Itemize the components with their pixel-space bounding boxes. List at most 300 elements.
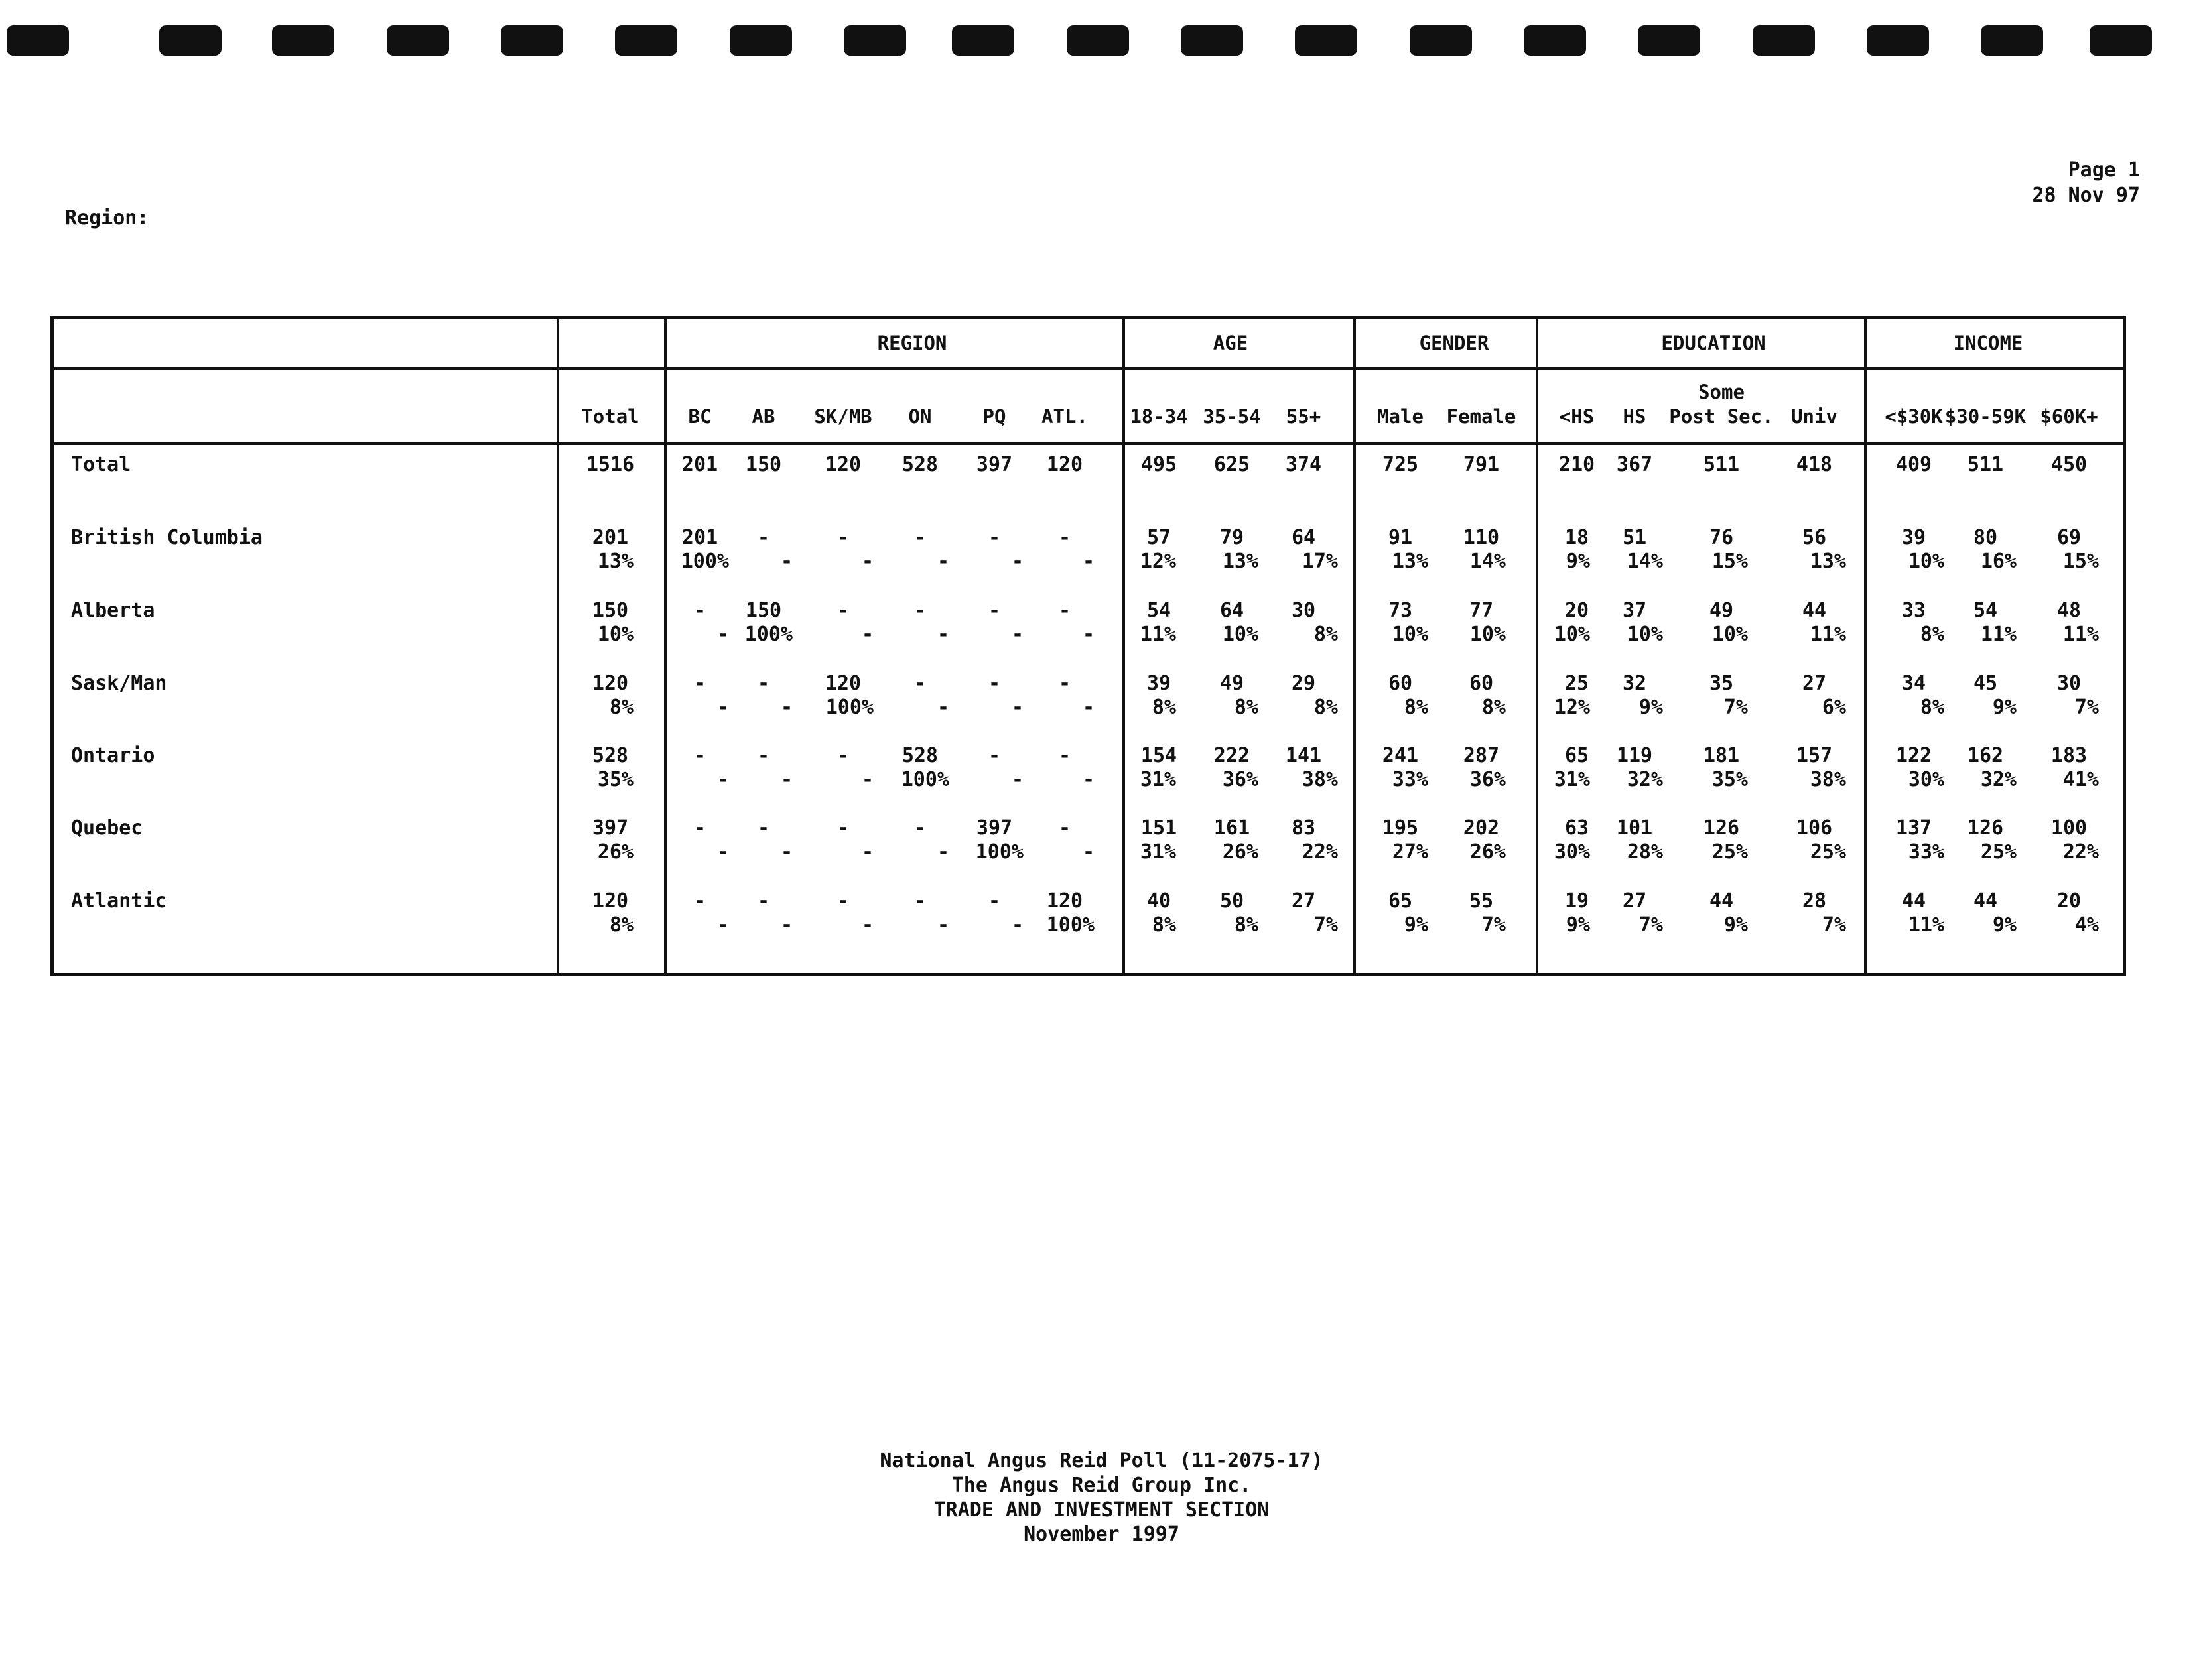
count-cell: -	[988, 744, 1001, 767]
count-cell: -	[693, 599, 706, 622]
percent-cell: 100%	[681, 550, 729, 573]
count-cell: -	[913, 816, 927, 840]
count-cell: 25	[1564, 672, 1589, 695]
count-cell: 51	[1622, 526, 1647, 549]
count-cell: 20	[1564, 599, 1589, 622]
percent-cell: 100%	[1046, 913, 1095, 937]
percent-cell: 7%	[2074, 696, 2099, 719]
binding-hole	[730, 25, 792, 56]
footer-poll-title: National Angus Reid Poll (11-2075-17)	[880, 1449, 1323, 1472]
page-number: Page 1	[2068, 159, 2140, 182]
group-header-gender: GENDER	[1419, 332, 1489, 354]
count-cell: 54	[1973, 599, 1998, 622]
percent-cell: -	[937, 696, 949, 719]
footer-date: November 1997	[1024, 1523, 1179, 1546]
count-cell: -	[988, 672, 1001, 695]
count-cell: 791	[1463, 453, 1500, 476]
group-header-income: INCOME	[1953, 332, 2023, 354]
percent-cell: -	[1082, 840, 1095, 864]
percent-cell: 8%	[1313, 696, 1338, 719]
percent-cell: 26%	[597, 840, 634, 864]
percent-cell: 22%	[2062, 840, 2099, 864]
count-cell: 120	[1046, 453, 1083, 476]
count-cell: 19	[1564, 889, 1589, 913]
count-cell: 161	[1213, 816, 1250, 840]
count-cell: 35	[1709, 672, 1734, 695]
count-cell: 367	[1616, 453, 1653, 476]
percent-cell: -	[1011, 623, 1024, 646]
percent-cell: 100%	[744, 623, 793, 646]
binding-hole	[387, 25, 449, 56]
col-header--30k: <$30K	[1885, 405, 1943, 428]
percent-cell: 28%	[1627, 840, 1663, 864]
count-cell: 49	[1219, 672, 1244, 695]
row-divider	[54, 367, 2123, 370]
percent-cell: 15%	[2062, 550, 2099, 573]
row-label: Atlantic	[71, 889, 167, 913]
count-cell: 397	[592, 816, 629, 840]
count-cell: 64	[1219, 599, 1244, 622]
percent-cell: 9%	[1566, 913, 1590, 937]
percent-cell: -	[937, 913, 949, 937]
count-cell: 18	[1564, 526, 1589, 549]
col-header--60k-: $60K+	[2040, 405, 2098, 428]
count-cell: 511	[1967, 453, 2004, 476]
count-cell: 528	[901, 453, 939, 476]
group-header-age: AGE	[1213, 332, 1248, 354]
count-cell: 56	[1802, 526, 1827, 549]
count-cell: 40	[1146, 889, 1171, 913]
count-cell: -	[1058, 526, 1071, 549]
percent-cell: -	[1011, 550, 1024, 573]
binding-hole	[1981, 25, 2043, 56]
count-cell: 119	[1616, 744, 1653, 767]
percent-cell: 13%	[1810, 550, 1846, 573]
col-header-male: Male	[1377, 405, 1424, 428]
count-cell: 30	[2056, 672, 2082, 695]
count-cell: 450	[2050, 453, 2088, 476]
percent-cell: 8%	[1920, 623, 1944, 646]
count-cell: -	[913, 526, 927, 549]
percent-cell: 35%	[597, 768, 634, 791]
percent-cell: 11%	[2062, 623, 2099, 646]
column-divider	[557, 319, 559, 973]
count-cell: 27	[1291, 889, 1316, 913]
percent-cell: 25%	[1980, 840, 2017, 864]
count-cell: -	[693, 889, 706, 913]
percent-cell: 27%	[1392, 840, 1428, 864]
percent-cell: 10%	[1392, 623, 1428, 646]
count-cell: -	[693, 744, 706, 767]
percent-cell: -	[716, 696, 729, 719]
percent-cell: 10%	[1627, 623, 1663, 646]
percent-cell: 13%	[1392, 550, 1428, 573]
percent-cell: 10%	[1222, 623, 1258, 646]
col-header-univ: Univ	[1791, 405, 1837, 428]
percent-cell: 8%	[609, 913, 634, 937]
count-cell: 60	[1469, 672, 1494, 695]
region-label: Region:	[65, 206, 149, 229]
percent-cell: -	[780, 913, 793, 937]
count-cell: 150	[745, 599, 782, 622]
footer-section: TRADE AND INVESTMENT SECTION	[933, 1498, 1270, 1521]
count-cell: -	[757, 672, 770, 695]
percent-cell: 33%	[1392, 768, 1428, 791]
percent-cell: 8%	[609, 696, 634, 719]
percent-cell: -	[780, 696, 793, 719]
percent-cell: 17%	[1302, 550, 1338, 573]
percent-cell: 11%	[1810, 623, 1846, 646]
percent-cell: 8%	[1404, 696, 1428, 719]
binding-hole	[1753, 25, 1815, 56]
count-cell: 528	[592, 744, 629, 767]
percent-cell: 9%	[1992, 696, 2017, 719]
percent-cell: -	[716, 840, 729, 864]
count-cell: 79	[1219, 526, 1244, 549]
row-divider	[54, 442, 2123, 445]
count-cell: 73	[1388, 599, 1413, 622]
count-cell: -	[913, 889, 927, 913]
count-cell: -	[988, 526, 1001, 549]
count-cell: 120	[592, 889, 629, 913]
count-cell: -	[693, 672, 706, 695]
crosstab-table	[50, 316, 2126, 976]
count-cell: 106	[1796, 816, 1833, 840]
col-header-pq: PQ	[982, 405, 1006, 428]
percent-cell: -	[716, 913, 729, 937]
count-cell: 1516	[586, 453, 635, 476]
percent-cell: -	[780, 550, 793, 573]
column-divider	[1122, 319, 1125, 973]
count-cell: 183	[2050, 744, 2088, 767]
percent-cell: 8%	[1152, 696, 1176, 719]
count-cell: 397	[976, 816, 1013, 840]
binding-hole	[952, 25, 1014, 56]
count-cell: 287	[1463, 744, 1500, 767]
count-cell: 418	[1796, 453, 1833, 476]
count-cell: 60	[1388, 672, 1413, 695]
count-cell: 44	[1709, 889, 1734, 913]
percent-cell: -	[1082, 550, 1095, 573]
percent-cell: 30%	[1908, 768, 1944, 791]
count-cell: -	[757, 816, 770, 840]
percent-cell: 8%	[1234, 913, 1258, 937]
count-cell: -	[1058, 599, 1071, 622]
binding-hole	[1295, 25, 1357, 56]
count-cell: 65	[1388, 889, 1413, 913]
percent-cell: 10%	[1554, 623, 1590, 646]
binding-hole	[844, 25, 906, 56]
percent-cell: -	[716, 623, 729, 646]
row-label: Ontario	[71, 744, 155, 767]
row-label: British Columbia	[71, 526, 263, 549]
count-cell: 34	[1901, 672, 1926, 695]
count-cell: 222	[1213, 744, 1250, 767]
count-cell: 122	[1895, 744, 1932, 767]
count-cell: -	[913, 599, 927, 622]
percent-cell: 100%	[825, 696, 874, 719]
col-header-total: Total	[581, 405, 639, 428]
count-cell: 511	[1703, 453, 1740, 476]
percent-cell: 8%	[1234, 696, 1258, 719]
group-header-education: EDUCATION	[1661, 332, 1766, 354]
col-header-55-: 55+	[1286, 405, 1321, 428]
percent-cell: -	[861, 840, 874, 864]
count-cell: -	[988, 599, 1001, 622]
count-cell: -	[757, 526, 770, 549]
count-cell: 201	[681, 453, 718, 476]
count-cell: 44	[1802, 599, 1827, 622]
count-cell: -	[757, 744, 770, 767]
percent-cell: 7%	[1723, 696, 1748, 719]
count-cell: 162	[1967, 744, 2004, 767]
binding-hole	[1524, 25, 1586, 56]
percent-cell: -	[937, 550, 949, 573]
binding-hole	[1638, 25, 1700, 56]
percent-cell: 38%	[1302, 768, 1338, 791]
percent-cell: 10%	[597, 623, 634, 646]
percent-cell: 8%	[1313, 623, 1338, 646]
count-cell: 201	[681, 526, 718, 549]
count-cell: 495	[1140, 453, 1177, 476]
percent-cell: 11%	[1908, 913, 1944, 937]
percent-cell: 14%	[1627, 550, 1663, 573]
count-cell: 725	[1382, 453, 1419, 476]
count-cell: -	[757, 889, 770, 913]
count-cell: 45	[1973, 672, 1998, 695]
percent-cell: 12%	[1140, 550, 1176, 573]
column-divider	[1536, 319, 1538, 973]
percent-cell: 26%	[1222, 840, 1258, 864]
count-cell: 39	[1146, 672, 1171, 695]
count-cell: 120	[592, 672, 629, 695]
count-cell: 76	[1709, 526, 1734, 549]
percent-cell: 13%	[597, 550, 634, 573]
percent-cell: 26%	[1469, 840, 1506, 864]
count-cell: -	[836, 816, 850, 840]
percent-cell: -	[716, 768, 729, 791]
count-cell: 157	[1796, 744, 1833, 767]
percent-cell: 4%	[2074, 913, 2099, 937]
col-header-atl-: ATL.	[1041, 405, 1088, 428]
count-cell: 27	[1802, 672, 1827, 695]
percent-cell: 30%	[1554, 840, 1590, 864]
page-info	[2032, 158, 2140, 208]
percent-cell: 100%	[975, 840, 1024, 864]
count-cell: 55	[1469, 889, 1494, 913]
percent-cell: 11%	[1980, 623, 2017, 646]
count-cell: 409	[1895, 453, 1932, 476]
percent-cell: 31%	[1140, 840, 1176, 864]
binding-hole	[501, 25, 563, 56]
count-cell: 141	[1285, 744, 1322, 767]
count-cell: 33	[1901, 599, 1926, 622]
percent-cell: 9%	[1992, 913, 2017, 937]
percent-cell: -	[937, 840, 949, 864]
column-divider	[1353, 319, 1356, 973]
count-cell: 120	[825, 453, 862, 476]
percent-cell: -	[861, 623, 874, 646]
count-cell: 27	[1622, 889, 1647, 913]
footer-company: The Angus Reid Group Inc.	[951, 1474, 1252, 1497]
percent-cell: -	[861, 913, 874, 937]
percent-cell: -	[1011, 696, 1024, 719]
count-cell: 32	[1622, 672, 1647, 695]
binding-hole	[1867, 25, 1929, 56]
count-cell: 374	[1285, 453, 1322, 476]
count-cell: 91	[1388, 526, 1413, 549]
percent-cell: 31%	[1140, 768, 1176, 791]
percent-cell: 6%	[1822, 696, 1846, 719]
count-cell: 397	[976, 453, 1013, 476]
binding-holes	[0, 0, 2203, 73]
count-cell: 83	[1291, 816, 1316, 840]
count-cell: 39	[1901, 526, 1926, 549]
percent-cell: 35%	[1711, 768, 1748, 791]
percent-cell: 9%	[1723, 913, 1748, 937]
percent-cell: 8%	[1481, 696, 1506, 719]
percent-cell: -	[1082, 623, 1095, 646]
count-cell: 150	[745, 453, 782, 476]
percent-cell: 11%	[1140, 623, 1176, 646]
percent-cell: -	[1011, 913, 1024, 937]
count-cell: 210	[1558, 453, 1595, 476]
count-cell: -	[1058, 744, 1071, 767]
count-cell: 528	[901, 744, 939, 767]
count-cell: 65	[1564, 744, 1589, 767]
row-label: Total	[71, 453, 131, 476]
percent-cell: 8%	[1920, 696, 1944, 719]
percent-cell: 32%	[1627, 768, 1663, 791]
count-cell: 625	[1213, 453, 1250, 476]
column-divider	[1864, 319, 1867, 973]
binding-hole	[1410, 25, 1472, 56]
count-cell: 154	[1140, 744, 1177, 767]
count-cell: 63	[1564, 816, 1589, 840]
count-cell: 137	[1895, 816, 1932, 840]
percent-cell: -	[780, 768, 793, 791]
count-cell: 50	[1219, 889, 1244, 913]
percent-cell: 32%	[1980, 768, 2017, 791]
percent-cell: 8%	[1152, 913, 1176, 937]
percent-cell: 38%	[1810, 768, 1846, 791]
count-cell: 150	[592, 599, 629, 622]
percent-cell: 36%	[1469, 768, 1506, 791]
binding-hole	[1181, 25, 1243, 56]
count-cell: 37	[1622, 599, 1647, 622]
count-cell: 44	[1901, 889, 1926, 913]
count-cell: 57	[1146, 526, 1171, 549]
col-header-bc: BC	[688, 405, 712, 428]
count-cell: -	[1058, 816, 1071, 840]
count-cell: 110	[1463, 526, 1500, 549]
percent-cell: 22%	[1302, 840, 1338, 864]
count-cell: 77	[1469, 599, 1494, 622]
percent-cell: 9%	[1566, 550, 1590, 573]
col-header-on: ON	[908, 405, 932, 428]
count-cell: 80	[1973, 526, 1998, 549]
percent-cell: 25%	[1711, 840, 1748, 864]
row-label: Quebec	[71, 816, 143, 840]
column-divider	[664, 319, 667, 973]
percent-cell: 9%	[1404, 913, 1428, 937]
col-header-female: Female	[1446, 405, 1516, 428]
count-cell: 241	[1382, 744, 1419, 767]
count-cell: -	[836, 744, 850, 767]
binding-hole	[1067, 25, 1129, 56]
col-header-18-34: 18-34	[1130, 405, 1188, 428]
count-cell: 49	[1709, 599, 1734, 622]
report-date: 28 Nov 97	[2032, 184, 2140, 207]
percent-cell: 7%	[1822, 913, 1846, 937]
percent-cell: 100%	[901, 768, 949, 791]
percent-cell: 7%	[1481, 913, 1506, 937]
count-cell: 69	[2056, 526, 2082, 549]
count-cell: 100	[2050, 816, 2088, 840]
col-header--hs: <HS	[1559, 405, 1595, 428]
count-cell: -	[913, 672, 927, 695]
percent-cell: -	[1082, 768, 1095, 791]
binding-hole	[615, 25, 677, 56]
count-cell: -	[836, 599, 850, 622]
count-cell: 28	[1802, 889, 1827, 913]
count-cell: -	[836, 889, 850, 913]
percent-cell: 25%	[1810, 840, 1846, 864]
percent-cell: 36%	[1222, 768, 1258, 791]
footer	[0, 1449, 2203, 1547]
count-cell: 20	[2056, 889, 2082, 913]
percent-cell: -	[861, 550, 874, 573]
count-cell: -	[836, 526, 850, 549]
count-cell: 201	[592, 526, 629, 549]
count-cell: 126	[1703, 816, 1740, 840]
count-cell: -	[1058, 672, 1071, 695]
percent-cell: 41%	[2062, 768, 2099, 791]
count-cell: 29	[1291, 672, 1316, 695]
binding-hole	[7, 25, 69, 56]
percent-cell: 10%	[1908, 550, 1944, 573]
count-cell: 181	[1703, 744, 1740, 767]
count-cell: 151	[1140, 816, 1177, 840]
percent-cell: 33%	[1908, 840, 1944, 864]
group-header-region: REGION	[877, 332, 947, 354]
col-header-hs: HS	[1623, 405, 1646, 428]
percent-cell: 12%	[1554, 696, 1590, 719]
count-cell: 126	[1967, 816, 2004, 840]
percent-cell: 7%	[1313, 913, 1338, 937]
binding-hole	[159, 25, 222, 56]
percent-cell: -	[1011, 768, 1024, 791]
count-cell: 195	[1382, 816, 1419, 840]
count-cell: 120	[825, 672, 862, 695]
percent-cell: 10%	[1469, 623, 1506, 646]
col-header-ab: AB	[752, 405, 775, 428]
percent-cell: -	[937, 623, 949, 646]
col-header-post-sec-: Post Sec.	[1669, 405, 1774, 428]
binding-hole	[272, 25, 334, 56]
col-header-some: Some	[1698, 381, 1745, 403]
col-header--30-59k: $30-59K	[1944, 405, 2027, 428]
col-header-35-54: 35-54	[1203, 405, 1261, 428]
count-cell: 101	[1616, 816, 1653, 840]
percent-cell: 7%	[1638, 913, 1663, 937]
percent-cell: -	[861, 768, 874, 791]
row-label: Sask/Man	[71, 672, 167, 695]
count-cell: 120	[1046, 889, 1083, 913]
percent-cell: -	[1082, 696, 1095, 719]
count-cell: 202	[1463, 816, 1500, 840]
percent-cell: -	[780, 840, 793, 864]
